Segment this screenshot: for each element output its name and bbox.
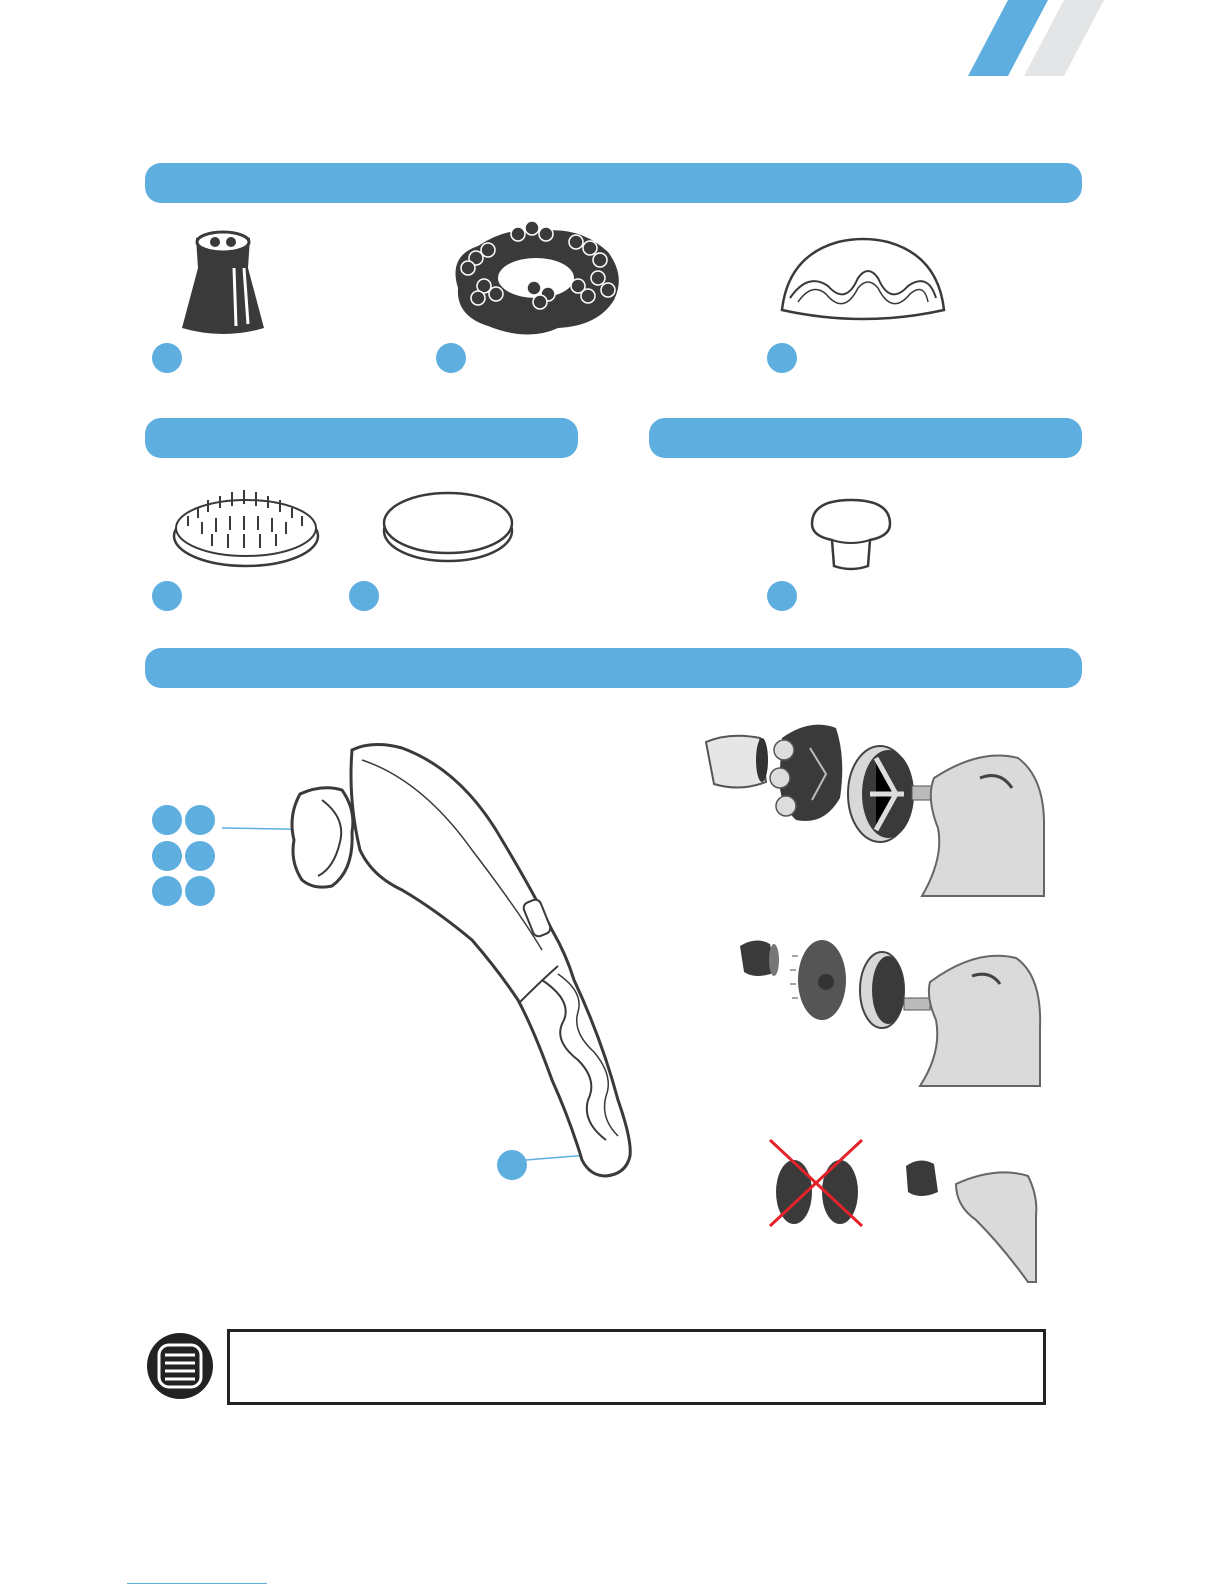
item-number-dot	[152, 343, 182, 373]
section-header-bar-assembly	[145, 648, 1082, 688]
section-header-bar-left	[145, 418, 578, 458]
item-number-dot	[152, 805, 182, 835]
cylinder-attachment-image	[178, 228, 268, 338]
assembly-step-1-image	[700, 718, 1045, 896]
note-box	[227, 1329, 1046, 1405]
item-number-dot	[767, 343, 797, 373]
multi-node-attachment-image	[448, 216, 623, 342]
item-number-dot	[185, 841, 215, 871]
section-header-bar-right	[649, 418, 1082, 458]
item-number-dot	[152, 841, 182, 871]
note-icon	[145, 1331, 215, 1401]
item-number-dot	[349, 581, 379, 611]
item-number-dot	[185, 876, 215, 906]
item-number-dot	[436, 343, 466, 373]
flat-disc-attachment-image	[382, 487, 514, 563]
dome-attachment-image	[778, 236, 948, 322]
item-number-dot	[152, 581, 182, 611]
item-number-dot	[185, 805, 215, 835]
item-number-dot	[152, 876, 182, 906]
item-number-dot	[497, 1150, 527, 1180]
assembly-step-2-image	[736, 936, 1046, 1086]
massager-device-drawing	[222, 740, 662, 1180]
adapter-knob-image	[808, 498, 894, 572]
item-number-dot	[767, 581, 797, 611]
section-header-bar-top	[145, 163, 1082, 203]
decorative-stripes	[960, 0, 1120, 80]
footer-rule	[127, 1583, 267, 1584]
assembly-step-3-image	[766, 1136, 1041, 1286]
spike-brush-attachment-image	[172, 486, 320, 570]
